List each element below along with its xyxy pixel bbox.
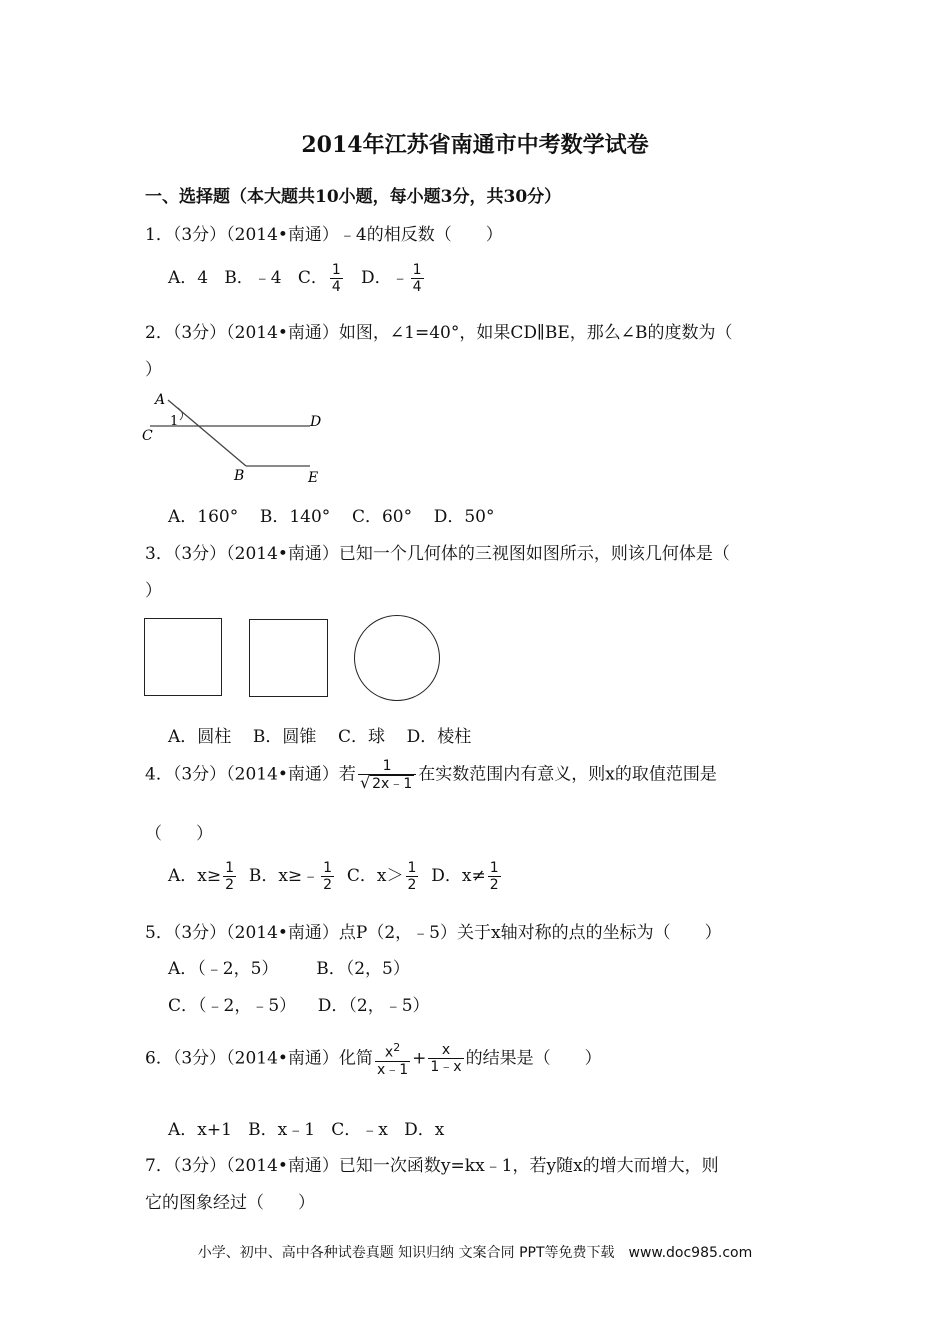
q2-option-a: A．160°: [168, 507, 239, 527]
q4-option-b-label: B．x≥﹣: [248, 866, 320, 886]
q4-stem-prefix: 4．（3分）（2014•南通）若: [145, 764, 356, 785]
question-2-figure: [138, 388, 338, 488]
question-4-stem-line1: [145, 758, 717, 792]
question-2-stem-line2: ）: [145, 360, 162, 380]
q4-option-c-fraction: $\frac{1}{2}$: [407, 860, 417, 893]
q4-option-a-fraction: $\frac{1}{2}$: [225, 860, 235, 893]
q6-option-d: D．x: [404, 1120, 445, 1140]
q1-option-c-label: C．: [297, 268, 328, 288]
front-view-square: [144, 618, 222, 696]
question-1-options: [168, 262, 426, 295]
section-heading: 一、选择题（本大题共10小题，每小题3分，共30分）: [145, 187, 562, 207]
q5-option-c: C．（﹣2，﹣5）: [168, 996, 297, 1016]
q1-option-c-fraction: $\frac{1}{4}$: [331, 262, 341, 295]
q6-fraction-1: $\frac{x^2}{x﹣1}$: [376, 1041, 409, 1078]
q6-stem-suffix: 的结果是（ ）: [465, 1048, 602, 1069]
q4-stem-suffix: 在实数范围内有意义，则x的取值范围是: [418, 764, 717, 785]
q4-option-b-fraction: $\frac{1}{2}$: [323, 860, 333, 893]
label-b: B: [234, 468, 245, 484]
label-c: C: [142, 428, 153, 444]
label-angle-1: 1: [170, 414, 179, 429]
question-5-options-row2: [168, 991, 430, 1016]
q1-option-d-fraction: $\frac{1}{4}$: [412, 262, 422, 295]
q6-stem-prefix: 6．（3分）（2014•南通）化简: [145, 1048, 373, 1069]
page-footer: 小学、初中、高中各种试卷真题 知识归纳 文案合同 PPT等免费下载 www.doc985.com: [197, 1245, 753, 1261]
question-2-stem-line1: 2．（3分）（2014•南通）如图，∠1=40°，如果CD∥BE，那么∠B的度数为（: [145, 323, 733, 343]
q6-plus-sign: +: [412, 1048, 427, 1069]
page-title: 2014年江苏省南通市中考数学试卷: [301, 132, 649, 158]
question-5-stem: 5．（3分）（2014•南通）点P（2，﹣5）关于x轴对称的点的坐标为（ ）: [145, 923, 722, 943]
question-6-stem: [145, 1040, 602, 1078]
q3-option-a: A．圆柱: [168, 727, 232, 747]
question-7-stem-line1: 7．（3分）（2014•南通）已知一次函数y=kx﹣1，若y随x的增大而增大，则: [145, 1156, 719, 1176]
q3-option-c: C．球: [338, 727, 386, 747]
label-e: E: [308, 470, 319, 486]
q1-option-a: A．4: [168, 268, 209, 288]
q4-option-d-fraction: $\frac{1}{2}$: [489, 860, 499, 893]
question-2-options: [168, 502, 494, 527]
q3-option-b: B．圆锥: [252, 727, 317, 747]
label-d: D: [310, 414, 322, 430]
q4-option-d-label: D．x≠: [431, 866, 486, 886]
q5-option-a: A．（﹣2，5）: [168, 959, 279, 979]
question-4-stem-line2: （ ）: [145, 824, 213, 844]
q1-option-b: B．﹣4: [224, 268, 282, 288]
q1-option-d-label: D．﹣: [361, 268, 409, 288]
q6-fraction-2: $\frac{x}{1﹣x}$: [430, 1042, 462, 1076]
q3-option-d: D．棱柱: [406, 727, 472, 747]
label-a: A: [155, 392, 166, 408]
q4-stem-fraction: $\frac{1}{√ 2x﹣1}$: [358, 758, 416, 792]
question-3-stem-line1: 3．（3分）（2014•南通）已知一个几何体的三视图如图所示，则该几何体是（: [145, 544, 730, 564]
side-view-square: [249, 619, 328, 697]
question-7-stem-line2: 它的图象经过（ ）: [145, 1193, 315, 1213]
q2-option-b: B．140°: [259, 507, 331, 527]
q5-option-d: D．（2，﹣5）: [317, 996, 430, 1016]
q4-option-a-label: A．x≥: [168, 866, 222, 886]
q6-option-a: A．x+1: [168, 1120, 232, 1140]
q6-option-c: C．﹣x: [331, 1120, 388, 1140]
q2-option-d: D．50°: [433, 507, 495, 527]
question-4-options: [168, 860, 503, 893]
question-6-options: [168, 1115, 444, 1140]
q5-option-b: B．（2，5）: [316, 959, 410, 979]
question-5-options-row1: [168, 954, 410, 979]
q6-option-b: B．x﹣1: [248, 1120, 316, 1140]
question-3-stem-line2: ）: [145, 581, 162, 601]
question-1-stem: 1．（3分）（2014•南通）﹣4的相反数（ ）: [145, 225, 503, 245]
q2-option-c: C．60°: [351, 507, 413, 527]
question-3-options: [168, 722, 471, 747]
q4-option-c-label: C．x＞: [346, 866, 404, 886]
top-view-circle: [354, 615, 440, 701]
